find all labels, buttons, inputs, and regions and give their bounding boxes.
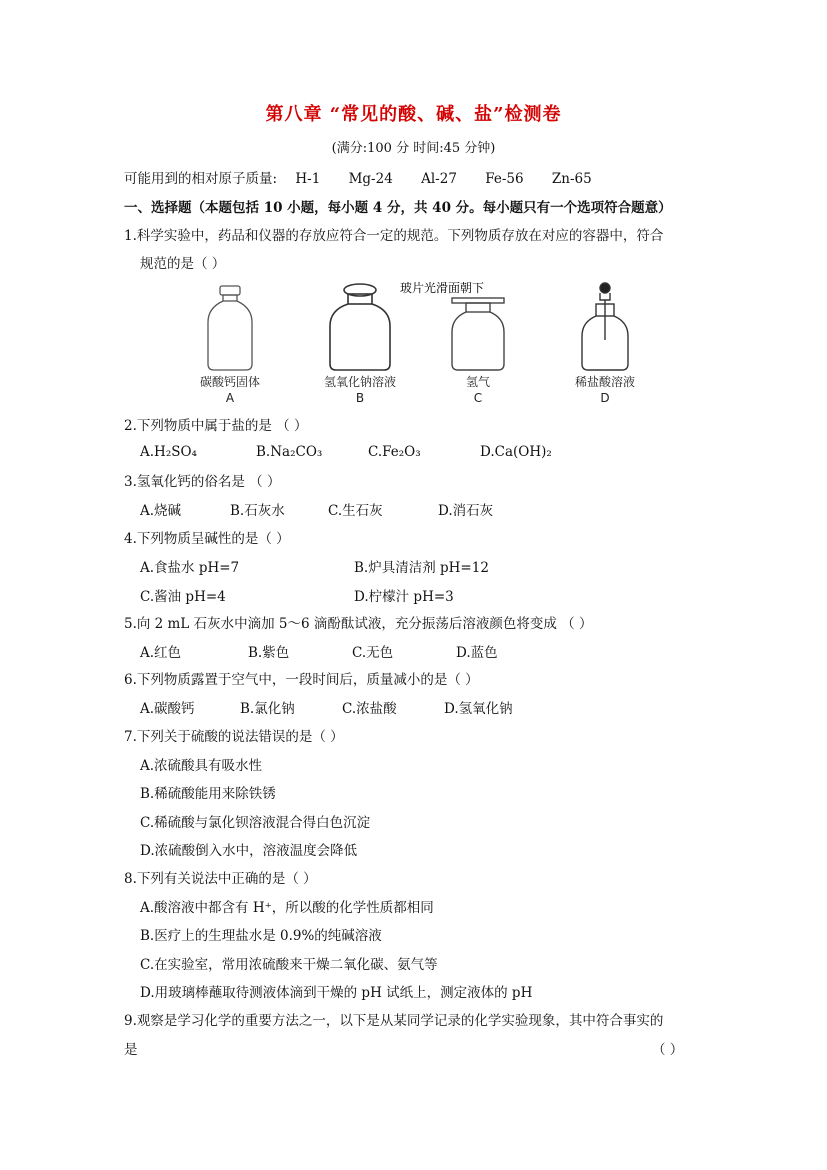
option: C.浓盐酸 <box>342 701 397 717</box>
option: C.Fe₂O₃ <box>368 444 421 460</box>
page-title: 第八章 “常见的酸、碱、盐”检测卷 <box>265 104 562 125</box>
question-9-stem-cont: 是 <box>124 1042 138 1058</box>
option: A.碳酸钙 <box>140 701 195 717</box>
bottle-a <box>208 286 252 370</box>
atomic-mass-item: Al-27 <box>421 171 457 187</box>
option: C.在实验室，常用浓硫酸来干燥二氧化碳、氨气等 <box>140 957 438 973</box>
option: D.消石灰 <box>438 503 494 519</box>
bottle-label: 氢气 <box>465 375 491 389</box>
answer-paren: （ ） <box>652 1042 684 1058</box>
bottle-c <box>452 298 504 370</box>
option: D.浓硫酸倒入水中，溶液温度会降低 <box>140 843 358 859</box>
bottle-label: 稀盐酸溶液 <box>574 375 636 389</box>
option: B.氯化钠 <box>240 701 295 717</box>
atomic-mass-item: Zn-65 <box>551 171 592 187</box>
option: B.石灰水 <box>230 503 285 519</box>
q1-figure <box>180 278 660 406</box>
question-5-stem: 5.向 2 mL 石灰水中滴加 5～6 滴酚酞试液，充分振荡后溶液颜色将变成 （ ） <box>124 616 593 632</box>
option: A.烧碱 <box>140 503 182 519</box>
option: A.H₂SO₄ <box>140 444 197 460</box>
option: D.氢氧化钠 <box>444 701 513 717</box>
bottle-letter: B <box>355 391 365 405</box>
question-1-stem: 1.科学实验中，药品和仪器的存放应符合一定的规范。下列物质存放在对应的容器中，符合 <box>124 228 664 244</box>
option: B.Na₂CO₃ <box>256 444 323 460</box>
atomic-mass-line <box>124 167 616 187</box>
option: A.红色 <box>140 645 182 661</box>
bottle-b <box>330 284 390 370</box>
bottle-label: 氢氧化钠溶液 <box>323 375 397 389</box>
option: B.炉具清洁剂 pH=12 <box>354 560 489 576</box>
atomic-mass-item: Mg-24 <box>348 171 393 187</box>
question-1-stem-cont: 规范的是（ ） <box>140 256 226 272</box>
question-3-stem: 3.氢氧化钙的俗名是 （ ） <box>124 474 281 490</box>
option: C.生石灰 <box>328 503 383 519</box>
atomic-mass-item: Fe-56 <box>485 171 524 187</box>
bottle-letter: C <box>473 391 483 405</box>
option: A.食盐水 pH=7 <box>140 560 240 576</box>
question-6-stem: 6.下列物质露置于空气中，一段时间后，质量减小的是（ ） <box>124 672 479 688</box>
option: B.医疗上的生理盐水是 0.9%的纯碱溶液 <box>140 928 382 944</box>
option: A.酸溶液中都含有 H⁺，所以酸的化学性质都相同 <box>140 900 434 916</box>
question-2-stem: 2.下列物质中属于盐的是 （ ） <box>124 418 308 434</box>
option: B.紫色 <box>248 645 290 661</box>
question-4-stem: 4.下列物质呈碱性的是（ ） <box>124 531 290 547</box>
question-8-stem: 8.下列有关说法中正确的是（ ） <box>124 871 317 887</box>
figure-note: 玻片光滑面朝下 <box>399 281 485 295</box>
bottle-label: 碳酸钙固体 <box>199 375 261 389</box>
question-9-stem: 9.观察是学习化学的重要方法之一，以下是从某同学记录的化学实验现象，其中符合事实的 <box>124 1013 664 1029</box>
option: D.用玻璃棒蘸取待测液体滴到干燥的 pH 试纸上，测定液体的 pH <box>140 985 533 1001</box>
option: C.酱油 pH=4 <box>140 589 226 605</box>
option: C.无色 <box>352 645 394 661</box>
question-7-stem: 7.下列关于硫酸的说法错误的是（ ） <box>124 729 344 745</box>
option: D.蓝色 <box>456 645 498 661</box>
bottle-d <box>582 283 628 370</box>
section-heading: 一、选择题（本题包括 10 小题，每小题 4 分，共 40 分。每小题只有一个选项符合题意） <box>124 200 672 216</box>
bottle-letter: A <box>225 391 235 405</box>
option: A.浓硫酸具有吸水性 <box>140 758 263 774</box>
atomic-mass-item: H-1 <box>295 171 321 187</box>
option: B.稀硫酸能用来除铁锈 <box>140 786 276 802</box>
bottle-letter: D <box>600 391 610 405</box>
option: C.稀硫酸与氯化钡溶液混合得白色沉淀 <box>140 815 371 831</box>
option: D.柠檬汁 pH=3 <box>354 589 454 605</box>
bottles-illustration <box>180 278 660 406</box>
score-time-note: (满分:100 分 时间:45 分钟) <box>331 141 496 156</box>
option: D.Ca(OH)₂ <box>480 444 552 460</box>
atomic-mass-label: 可能用到的相对原子质量: <box>124 171 278 187</box>
